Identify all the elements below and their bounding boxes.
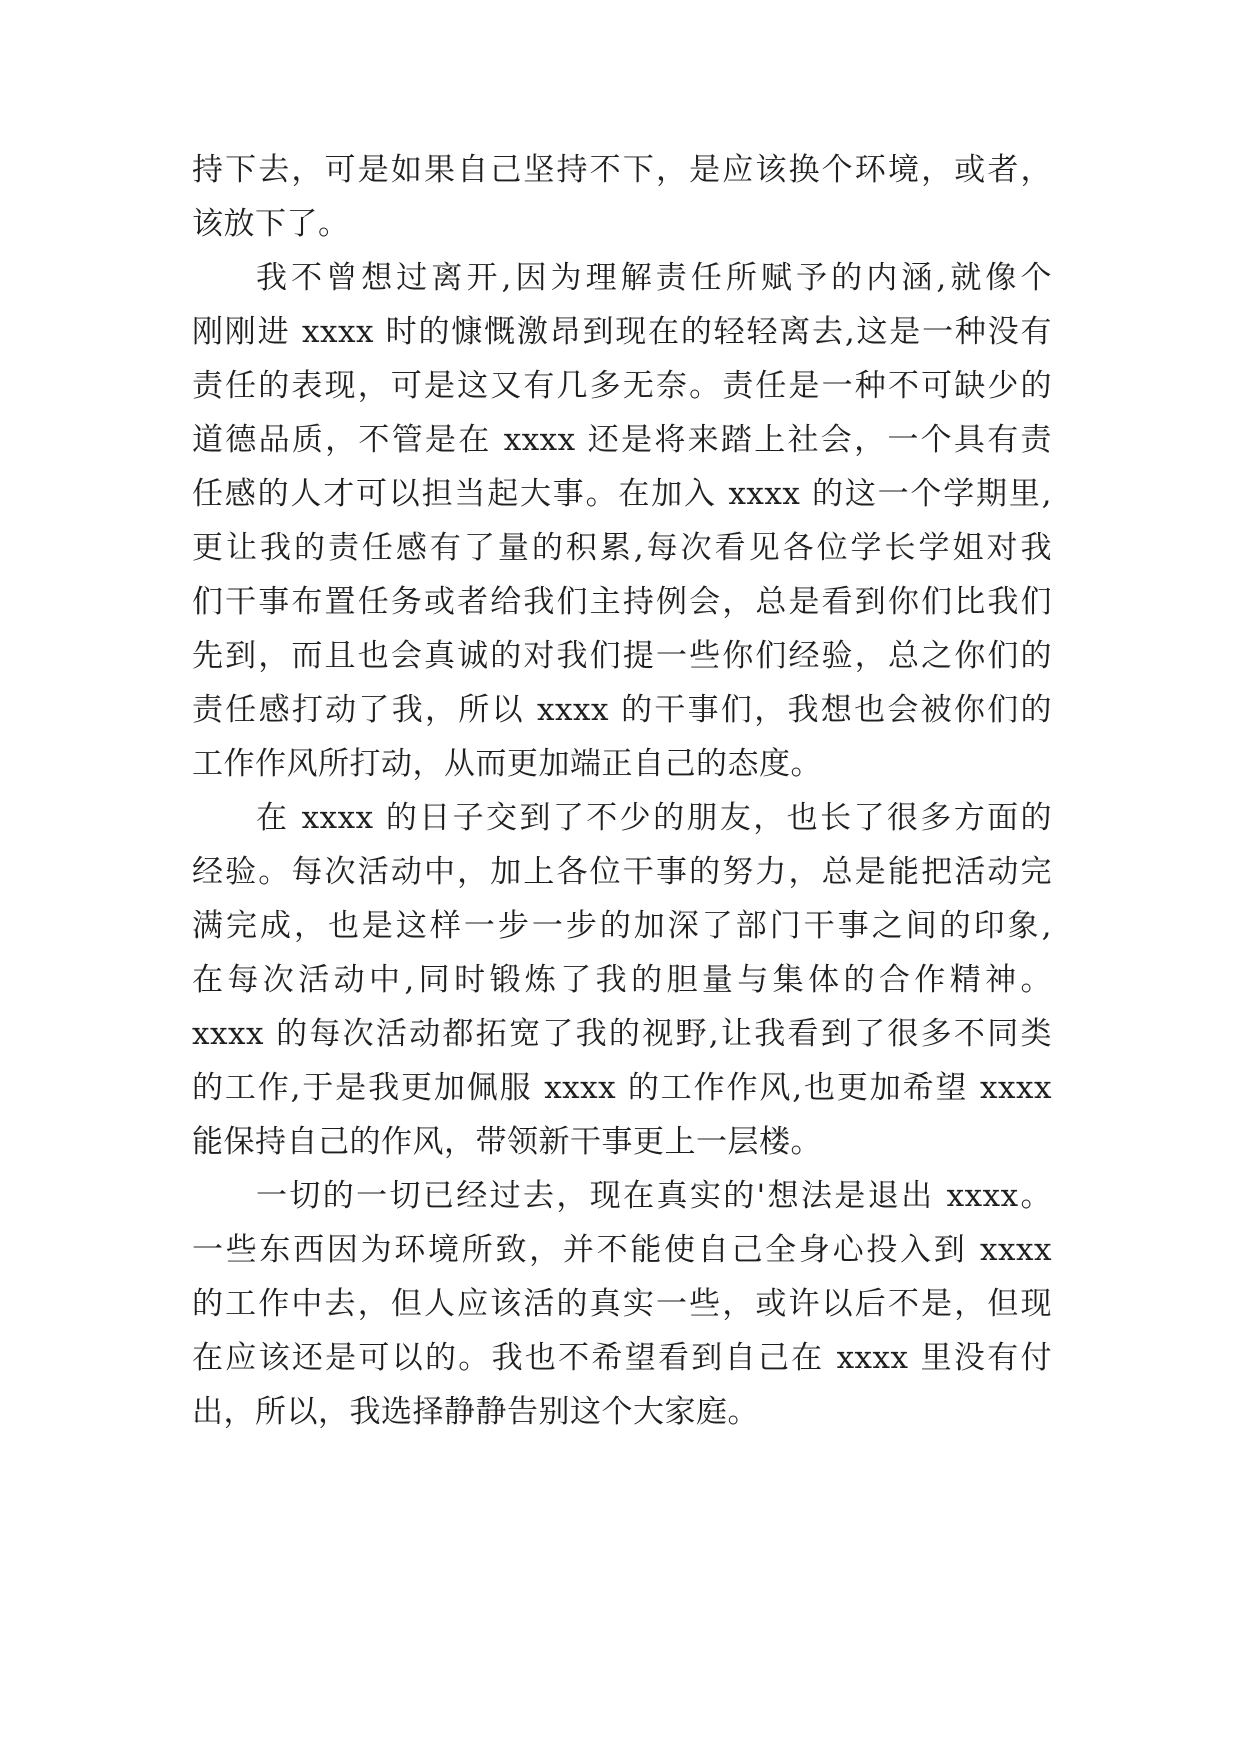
- text-line: 能保持自己的作风，带领新干事更上一层楼。: [192, 1124, 822, 1160]
- text-line: 一些东西因为环境所致，并不能使自己全身心投入到 xxxx: [192, 1232, 1052, 1268]
- text-line: 在应该还是可以的。我也不希望看到自己在 xxxx 里没有付: [192, 1340, 1052, 1376]
- text-line: 的工作中去，但人应该活的真实一些，或许以后不是，但现: [192, 1286, 1052, 1322]
- text-line: 先到，而且也会真诚的对我们提一些你们经验，总之你们的: [192, 638, 1052, 674]
- text-line: 任感的人才可以担当起大事。在加入 xxxx 的这一个学期里,: [192, 476, 1052, 512]
- text-line: 持下去，可是如果自己坚持不下，是应该换个环境，或者，: [192, 152, 1052, 188]
- text-line: 在 xxxx 的日子交到了不少的朋友，也长了很多方面的: [256, 800, 1052, 836]
- text-line: 责任感打动了我，所以 xxxx 的干事们，我想也会被你们的: [192, 692, 1052, 728]
- text-line: 刚刚进 xxxx 时的慷慨激昂到现在的轻轻离去,这是一种没有: [192, 314, 1052, 350]
- text-line: 我不曾想过离开,因为理解责任所赋予的内涵,就像个: [256, 260, 1052, 296]
- text-line: 更让我的责任感有了量的积累,每次看见各位学长学姐对我: [192, 530, 1052, 566]
- text-line: 道德品质，不管是在 xxxx 还是将来踏上社会，一个具有责: [192, 422, 1052, 458]
- text-line: 该放下了。: [192, 206, 350, 242]
- text-line: 们干事布置任务或者给我们主持例会，总是看到你们比我们: [192, 584, 1052, 620]
- text-line: 工作作风所打动，从而更加端正自己的态度。: [192, 746, 822, 782]
- text-line: 的工作,于是我更加佩服 xxxx 的工作作风,也更加希望 xxxx: [192, 1070, 1052, 1106]
- text-line: 一切的一切已经过去，现在真实的'想法是退出 xxxx。: [256, 1178, 1052, 1214]
- text-line: 在每次活动中,同时锻炼了我的胆量与集体的合作精神。: [192, 962, 1052, 998]
- text-line: 满完成，也是这样一步一步的加深了部门干事之间的印象,: [192, 908, 1052, 944]
- text-line: 经验。每次活动中，加上各位干事的努力，总是能把活动完: [192, 854, 1052, 890]
- text-line: 责任的表现，可是这又有几多无奈。责任是一种不可缺少的: [192, 368, 1052, 404]
- text-line: xxxx 的每次活动都拓宽了我的视野,让我看到了很多不同类: [192, 1016, 1052, 1052]
- text-line: 出，所以，我选择静静告别这个大家庭。: [192, 1394, 759, 1430]
